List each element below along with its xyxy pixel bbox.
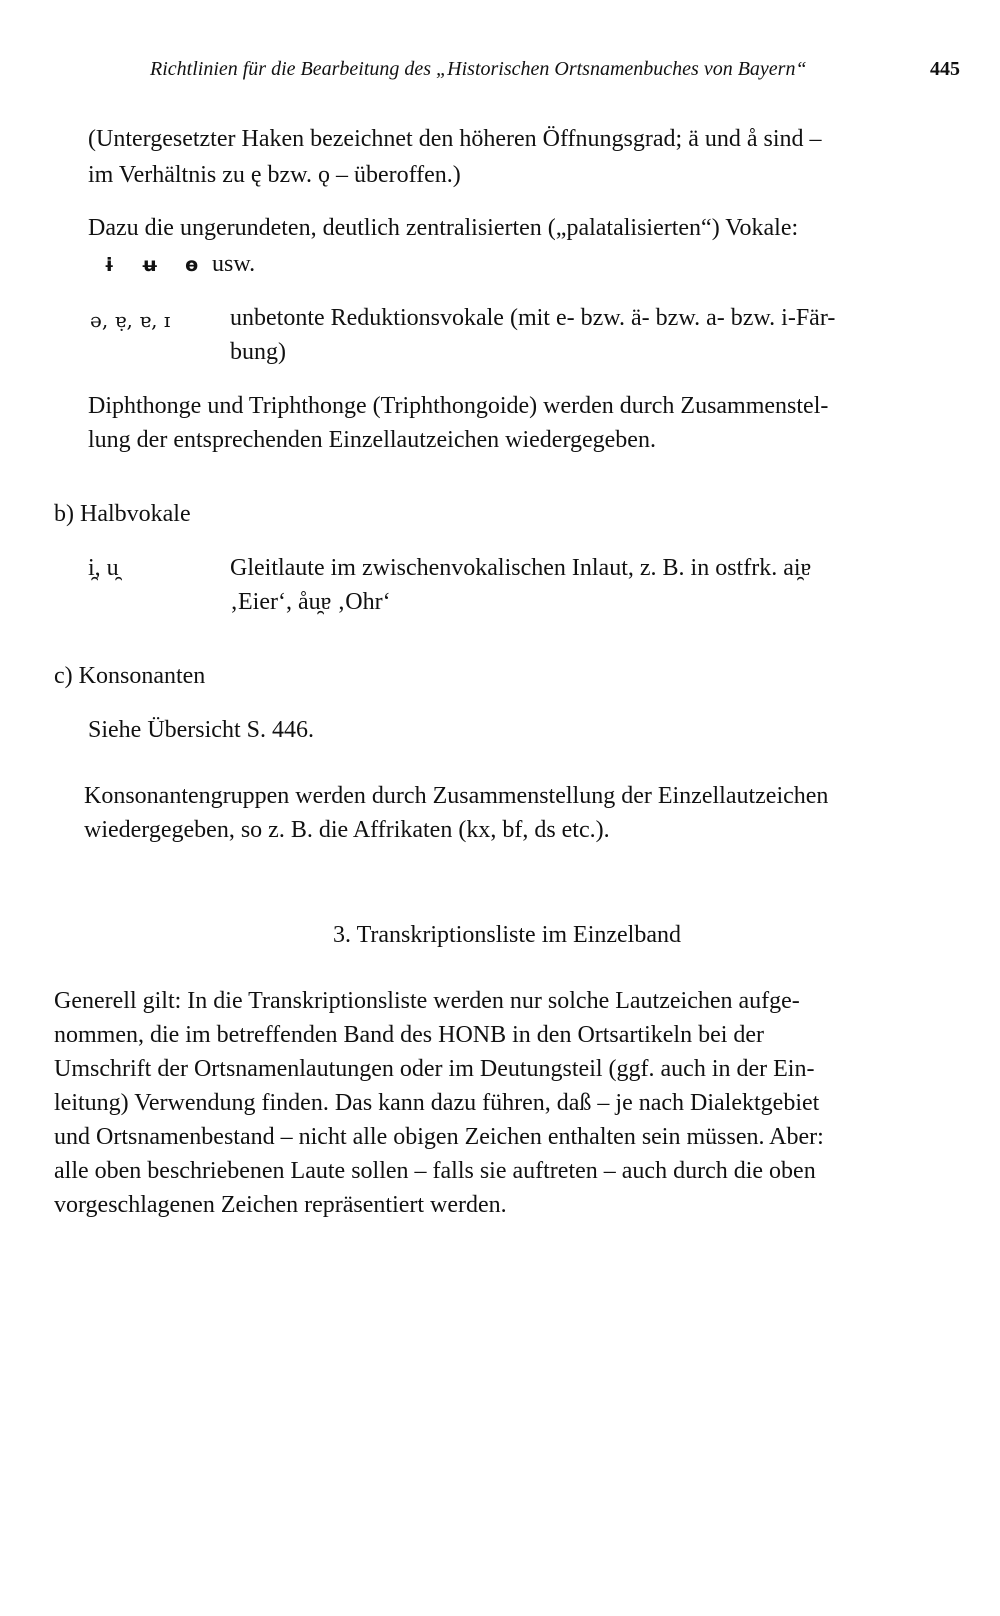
section-3-line-5: und Ortsnamenbestand – nicht alle obigen Zeichen enthalten sein müssen. Aber: (54, 1124, 824, 1150)
reduction-vowels-line-1: unbetonte Reduktionsvokale (mit e- bzw. ä- bzw. a- bzw. i-Fär- (230, 305, 836, 331)
central-vowel-symbols: ɨ ʉ ɵ (104, 254, 209, 276)
central-vowels-intro: Dazu die ungerundeten, deutlich zentralisierten („palatalisierten“) Vokale: (88, 215, 799, 241)
section-3-line-1: Generell gilt: In die Transkriptionsliste werden nur solche Lautzeichen aufge- (54, 988, 800, 1014)
section-3-line-3: Umschrift der Ortsnamenlautungen oder im Deutungsteil (ggf. auch in der Ein- (54, 1056, 815, 1082)
running-title: Richtlinien für die Bearbeitung des „Historischen Ortsnamenbuches von Bayern“ (150, 58, 807, 80)
semivowels-text-line-2: ‚Eier‘, åu̯ɐ ‚Ohr‘ (230, 589, 391, 615)
consonants-heading: c) Konsonanten (54, 663, 206, 689)
section-3-line-4: leitung) Verwendung finden. Das kann dazu führen, daß – je nach Dialektgebiet (54, 1090, 820, 1116)
page-number: 445 (930, 58, 960, 80)
semivowel-symbols: i̯, u̯ (88, 555, 119, 581)
consonant-groups-line-1: Konsonantengruppen werden durch Zusammenstellung der Einzellautzeichen (84, 783, 829, 809)
diphthong-line-2: lung der entsprechenden Einzellautzeichen wiedergegeben. (88, 427, 656, 453)
consonant-groups-line-2: wiedergegeben, so z. B. die Affrikaten (kx, bf, ds etc.). (84, 817, 610, 843)
reduction-vowel-symbols: ə, ɐ̣, ɐ, ɪ (90, 308, 171, 332)
semivowels-heading: b) Halbvokale (54, 501, 191, 527)
reduction-vowels-line-2: bung) (230, 339, 286, 365)
running-header (150, 58, 960, 88)
hook-note-line-1: (Untergesetzter Haken bezeichnet den höheren Öffnungsgrad; ä und å sind – (88, 126, 822, 152)
section-3-line-7: vorgeschlagenen Zeichen repräsentiert werden. (54, 1192, 507, 1218)
consonants-reference: Siehe Übersicht S. 446. (88, 717, 314, 743)
central-vowels-usw: usw. (212, 251, 256, 277)
section-3-heading: 3. Transkriptionsliste im Einzelband (333, 922, 681, 948)
diphthong-line-1: Diphthonge und Triphthonge (Triphthongoide) werden durch Zusammenstel- (88, 393, 829, 419)
section-3-line-6: alle oben beschriebenen Laute sollen – falls sie auftreten – auch durch die oben (54, 1158, 816, 1184)
hook-note-line-2: im Verhältnis zu ę bzw. ǫ – überoffen.) (88, 162, 461, 188)
section-3-line-2: nommen, die im betreffenden Band des HONB in den Ortsartikeln bei der (54, 1022, 765, 1048)
semivowels-text-line-1: Gleitlaute im zwischenvokalischen Inlaut, z. B. in ostfrk. ai̯ɐ (230, 555, 812, 581)
